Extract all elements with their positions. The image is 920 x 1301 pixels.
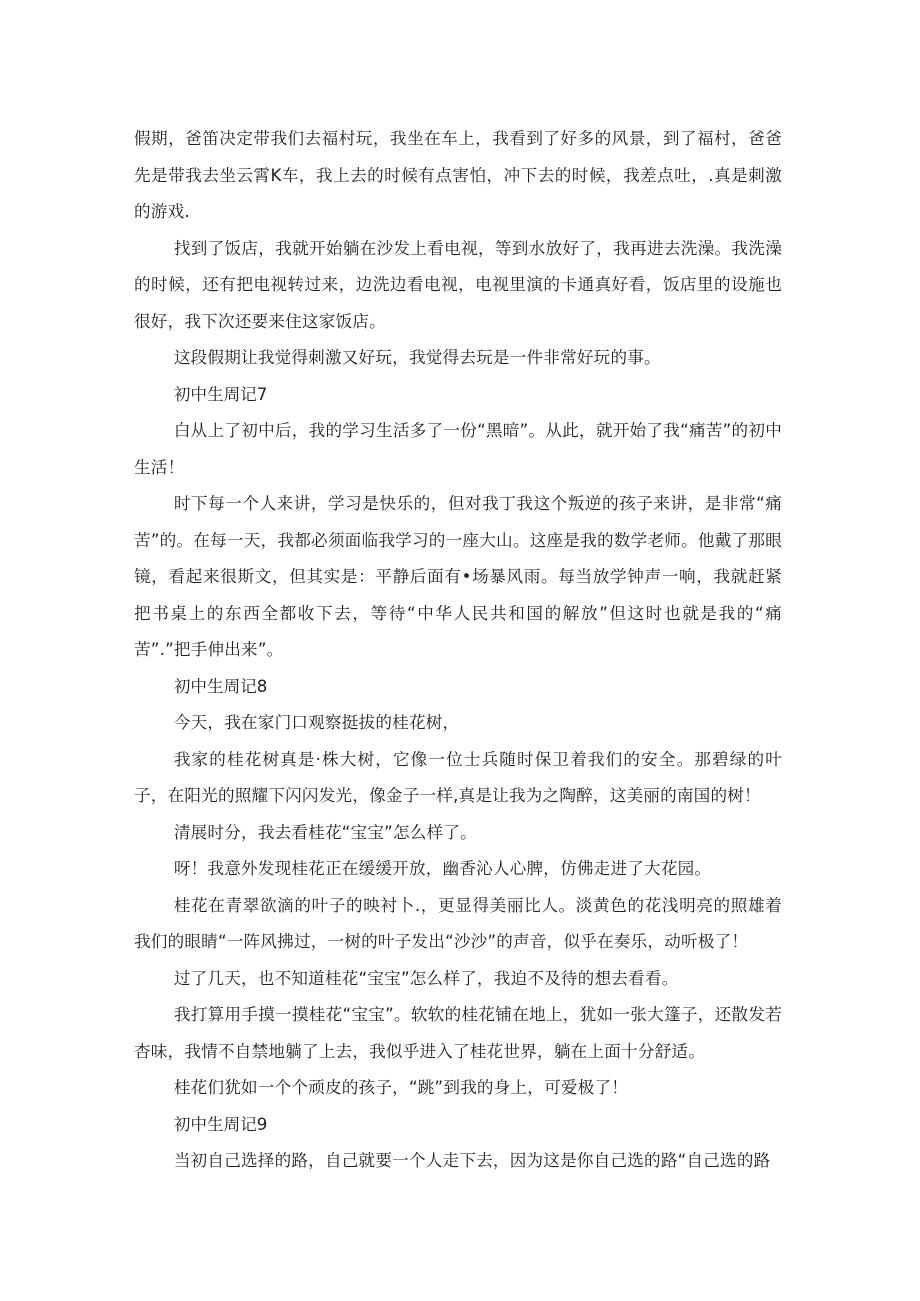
- paragraph: 呀！我意外发现桂花正在缓缓开放，幽香沁人心脾，仿佛走进了大花园。: [173, 859, 712, 878]
- paragraph: 桂花们犹如一个个顽皮的孩子，“跳”到我的身上，可爱极了！: [173, 1078, 629, 1097]
- paragraph: 假期，爸笛决定带我们去福村玩，我坐在车上，我看到了好多的风景，到了福村，爸爸先是带我去坐云霄K车，我上去的时候有点害怕，冲下去的时候，我差点吐，.真是刺激的游戏.: [134, 129, 782, 221]
- paragraph: 今天，我在家门口观察挺拔的桂花树，: [173, 713, 460, 732]
- paragraph: 桂花在青翠欲滴的叶子的映衬卜.，更显得美丽比人。淡黄色的花浅明亮的照雄着我们的眼睛“一阵风拂过，一树的叶子发出“沙沙”的声音，似乎在奏乐，动听极了！: [134, 895, 782, 951]
- section-heading: 初中生周记7: [173, 384, 268, 404]
- paragraph: 我家的桂花树真是·株大树，它像一位士兵随时保卫着我们的安全。那碧绿的叶子，在阳光的照耀下闪闪发光，像金子一样,真是让我为之陶醉，这美丽的南国的树！: [134, 749, 782, 805]
- section-heading: 初中生周记8: [173, 676, 268, 696]
- paragraph: 这段假期让我觉得刺激又好玩，我觉得去玩是一件非常好玩的事。: [173, 348, 661, 367]
- paragraph: 时下每一个人来讲，学习是快乐的，但对我丁我这个叛逆的孩子来讲，是非常“痛苦”的。在每一天，我都必须面临我学习的一座大山。这座是我的数学老师。他戴了那眼镜，看起来很斯文，但其实是：平静后面有•场暴风雨。每当放学钟声一响，我就赶紧把书桌上的东西全都收下去，等待“中华人民共和国的解放”但这时也就是我的“痛苦”.”把手伸出来”。: [134, 494, 782, 659]
- paragraph: 清展时分，我去看桂花“宝宝”怎么样了。: [173, 822, 477, 842]
- paragraph: 当初自己选择的路，自己就要一个人走下去，因为这是你自己选的路“自己选的路: [173, 1151, 771, 1170]
- document-body: [134, 121, 782, 1180]
- paragraph: 找到了饭店，我就开始躺在沙发上看电视，等到水放好了，我再进去洗澡。我洗澡的时候，还有把电视转过来，边洗边看电视，电视里演的卡通真好看，饭店里的设施也很好，我下次还要来住这家饭店。: [134, 238, 782, 331]
- paragraph: 我打算用手摸一摸桂花“宝宝”。软软的桂花铺在地上，犹如一张大篷子，还散发若杏味，我情不自禁地躺了上去，我似乎进入了桂花世界，躺在上面十分舒适。: [134, 1005, 782, 1061]
- paragraph: 过了几天，也不知道桂花“宝宝”怎么样了，我迫不及待的想去看看。: [173, 968, 679, 988]
- paragraph: 白从上了初中后，我的学习生活多了一份“黑暗”。从此，就开始了我“痛苦”的初中生活！: [134, 421, 782, 477]
- section-heading: 初中生周记9: [173, 1114, 268, 1134]
